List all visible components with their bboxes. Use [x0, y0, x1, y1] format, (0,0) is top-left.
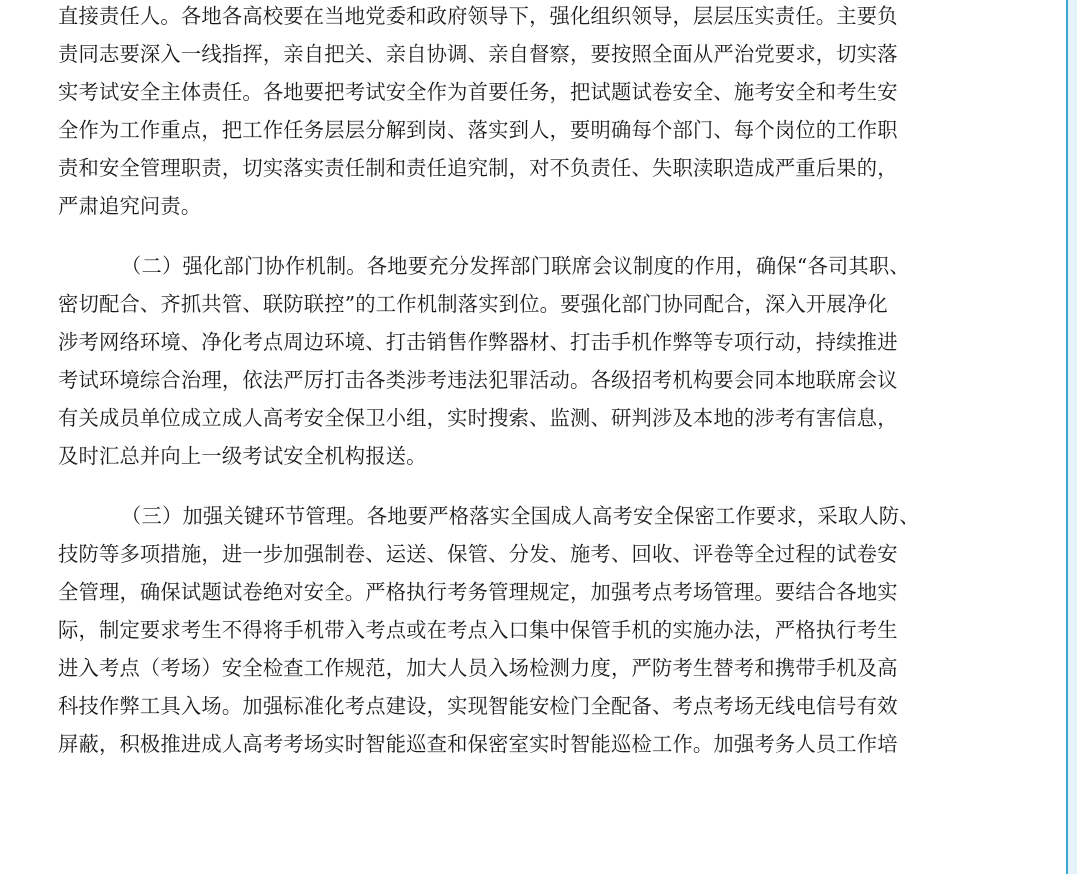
text-line: 全管理，确保试题试卷绝对安全。严格执行考务管理规定，加强考点考场管理。要结合各地实	[58, 580, 898, 604]
text-line: 科技作弊工具入场。加强标准化考点建设，实现智能安检门全配备、考点考场无线电信号有效	[58, 694, 898, 718]
document-body	[58, 0, 1018, 763]
paragraph-responsibility	[58, 0, 1018, 225]
text-line: 责和安全管理职责，切实落实责任制和责任追究制，对不负责任、失职渎职造成严重后果的，	[58, 156, 898, 180]
text-line: 涉考网络环境、净化考点周边环境、打击销售作弊器材、打击手机作弊等专项行动，持续推进	[58, 330, 898, 354]
text-line: 责同志要深入一线指挥，亲自把关、亲自协调、亲自督察，要按照全面从严治党要求，切实落	[58, 42, 898, 66]
paragraph-key-links-management	[58, 497, 1018, 763]
text-line: 严肃追究问责。	[58, 194, 202, 218]
text-line: 际，制定要求考生不得将手机带入考点或在考点入口集中保管手机的实施办法，严格执行考生	[58, 618, 898, 642]
text-line: 进入考点（考场）安全检查工作规范，加大人员入场检测力度，严防考生替考和携带手机及高	[58, 656, 898, 680]
text-line: 密切配合、齐抓共管、联防联控”的工作机制落实到位。要强化部门协同配合，深入开展净化	[58, 292, 888, 316]
paragraph-department-cooperation	[58, 247, 1018, 475]
text-line: （二）强化部门协作机制。各地要充分发挥部门联席会议制度的作用，确保“各司其职、	[121, 254, 910, 278]
text-line: 全作为工作重点，把工作任务层层分解到岗、落实到人，要明确每个部门、每个岗位的工作职	[58, 118, 898, 142]
text-line: 及时汇总并向上一级考试安全机构报送。	[58, 444, 427, 468]
text-line: （三）加强关键环节管理。各地要严格落实全国成人高考安全保密工作要求，采取人防、	[121, 504, 920, 528]
text-line: 实考试安全主体责任。各地要把考试安全作为首要任务，把试题试卷安全、施考安全和考生安	[58, 80, 898, 104]
text-line: 直接责任人。各地各高校要在当地党委和政府领导下，强化组织领导，层层压实责任。主要负	[58, 4, 898, 28]
paragraph-spacer	[58, 225, 1018, 247]
text-line: 技防等多项措施，进一步加强制卷、运送、保管、分发、施考、回收、评卷等全过程的试卷安	[58, 542, 898, 566]
paragraph-spacer	[58, 475, 1018, 497]
text-line: 考试环境综合治理，依法严厉打击各类涉考违法犯罪活动。各级招考机构要会同本地联席会议	[58, 368, 898, 392]
text-line: 屏蔽，积极推进成人高考考场实时智能巡查和保密室实时智能巡检工作。加强考务人员工作培	[58, 732, 898, 756]
page-side-margin	[1068, 0, 1077, 874]
text-line: 有关成员单位成立成人高考安全保卫小组，实时搜索、监测、研判涉及本地的涉考有害信息，	[58, 406, 898, 430]
